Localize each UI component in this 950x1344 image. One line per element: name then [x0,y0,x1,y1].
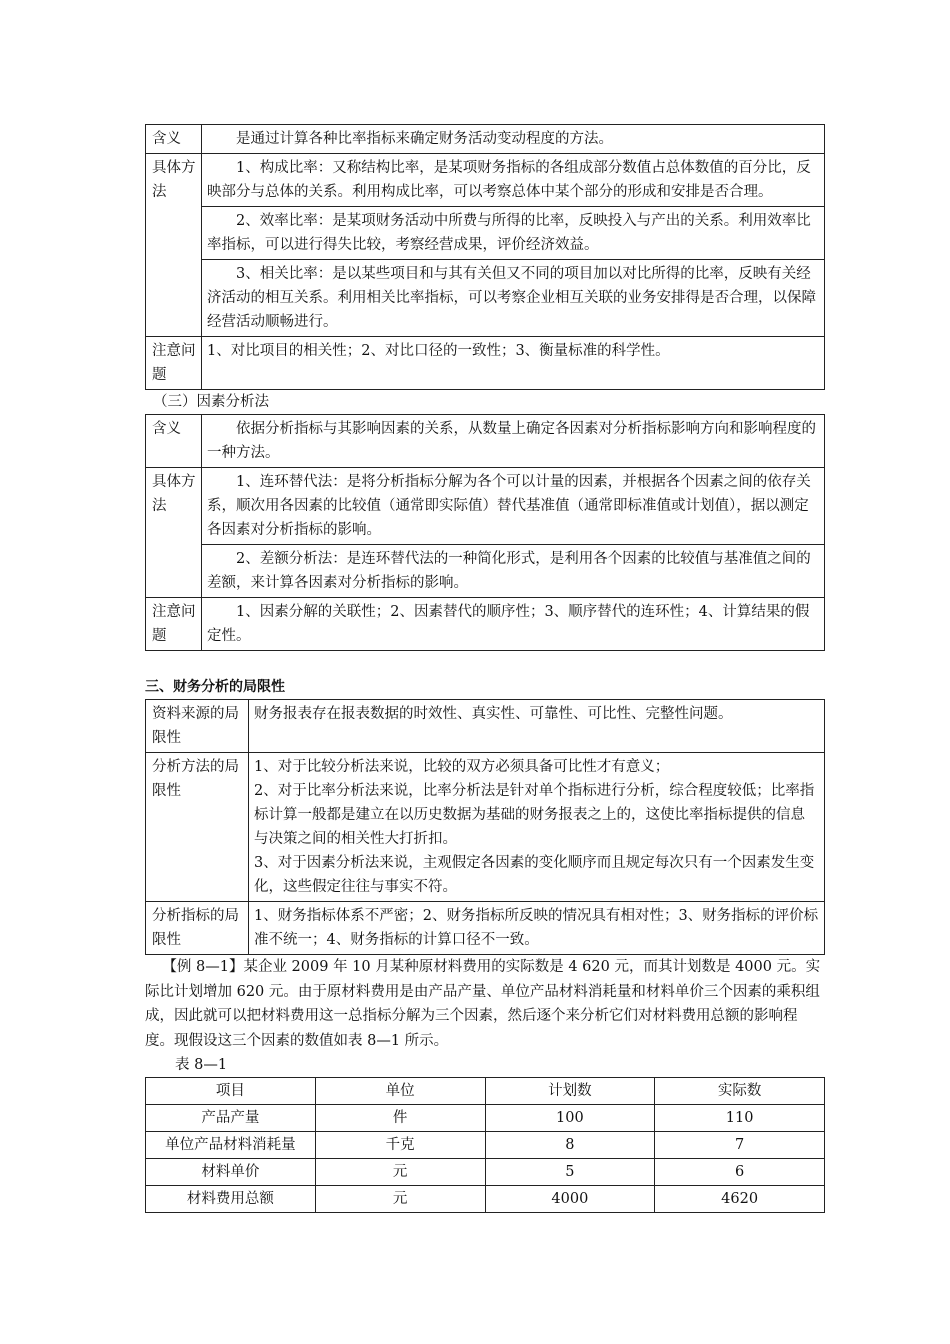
column-header: 单位 [315,1078,485,1105]
table-row [146,1159,825,1186]
table-row [146,207,825,260]
example-paragraph: 【例 8—1】某企业 2009 年 10 月某种原材料费用的实际数是 4 620 元，而其计划数是 4000 元。实际比计划增加 620 元。由于原材料费用是由产品产量、单位产品材料消耗量和材料单价三个因素的乘积组成，因此就可以把材料费用这一总指标分解为三个因素，然后逐个来分析它们对材料费用总额的影响程度。现假设这三个因素的数值如表 8—1 所示。 [145,959,821,1049]
table-row [146,1132,825,1159]
row-label: 含义 [146,415,202,468]
row-label: 含义 [146,125,202,154]
table-row [146,1105,825,1132]
row-content: 2、差额分析法：是连环替代法的一种简化形式，是利用各个因素的比较值与基准值之间的差额，来计算各因素对分析指标的影响。 [202,545,825,598]
row-label: 注意问题 [146,337,202,390]
table-cell: 产品产量 [146,1105,316,1132]
table-cell: 6 [655,1159,825,1186]
row-content: 1、对于比较分析法来说，比较的双方必须具备可比性才有意义； 2、对于比率分析法来说，比率分析法是针对单个指标进行分析，综合程度较低；比率指标计算一般都是建立在以历史数据为基础的财务报表之上的，这使比率指标提供的信息与决策之间的相关性大打折扣。 3、对于因素分析法来说，主观假定各因素的变化顺序而且规定每次只有一个因素发生变化，这些假定往往与事实不符。 [249,753,825,902]
table-row [146,125,825,154]
row-label: 具体方法 [146,154,202,337]
column-header: 项目 [146,1078,316,1105]
factor-analysis-table [145,414,825,651]
table-row [146,260,825,337]
row-content: 财务报表存在报表数据的时效性、真实性、可靠性、可比性、完整性问题。 [249,700,825,753]
table-cell: 件 [315,1105,485,1132]
limitations-table [145,699,825,955]
table-row [146,598,825,651]
table-caption: 表 8—1 [175,1057,228,1073]
column-header: 计划数 [485,1078,655,1105]
table-row [146,753,825,902]
table-row [146,468,825,545]
table-cell: 材料费用总额 [146,1186,316,1213]
table-cell: 110 [655,1105,825,1132]
ratio-analysis-table [145,124,825,390]
row-label: 分析方法的局限性 [146,753,249,902]
table-row [146,154,825,207]
document-page [145,124,825,1213]
row-content: 1、构成比率：又称结构比率，是某项财务指标的各组成部分数值占总体数值的百分比，反映部分与总体的关系。利用构成比率，可以考察总体中某个部分的形成和安排是否合理。 [202,154,825,207]
table-cell: 元 [315,1186,485,1213]
row-label: 具体方法 [146,468,202,598]
row-content: 是通过计算各种比率指标来确定财务活动变动程度的方法。 [202,125,825,154]
table-cell: 5 [485,1159,655,1186]
table-cell: 单位产品材料消耗量 [146,1132,316,1159]
row-label: 资料来源的局限性 [146,700,249,753]
row-content: 1、财务指标体系不严密；2、财务指标所反映的情况具有相对性；3、财务指标的评价标准不统一；4、财务指标的计算口径不一致。 [249,902,825,955]
table-row [146,902,825,955]
table-row [146,1186,825,1213]
section-heading: 三、财务分析的局限性 [145,679,285,695]
section-caption: （三）因素分析法 [153,394,269,410]
table-header-row [146,1078,825,1105]
table-cell: 千克 [315,1132,485,1159]
table-cell: 4620 [655,1186,825,1213]
table-row [146,700,825,753]
row-label: 分析指标的局限性 [146,902,249,955]
table-cell: 100 [485,1105,655,1132]
table-cell: 材料单价 [146,1159,316,1186]
row-content: 3、相关比率：是以某些项目和与其有关但又不同的项目加以对比所得的比率，反映有关经济活动的相互关系。利用相关比率指标，可以考察企业相互关联的业务安排得是否合理，以保障经营活动顺畅进行。 [202,260,825,337]
table-cell: 元 [315,1159,485,1186]
table-row [146,545,825,598]
table-cell: 8 [485,1132,655,1159]
row-content: 1、连环替代法：是将分析指标分解为各个可以计量的因素，并根据各个因素之间的依存关系，顺次用各因素的比较值（通常即实际值）替代基准值（通常即标准值或计划值），据以测定各因素对分析指标的影响。 [202,468,825,545]
row-content: 依据分析指标与其影响因素的关系，从数量上确定各因素对分析指标影响方向和影响程度的一种方法。 [202,415,825,468]
row-content: 1、因素分解的关联性；2、因素替代的顺序性；3、顺序替代的连环性；4、计算结果的假定性。 [202,598,825,651]
spacer [145,651,825,675]
column-header: 实际数 [655,1078,825,1105]
table-row [146,415,825,468]
table-8-1 [145,1077,825,1213]
table-cell: 7 [655,1132,825,1159]
table-row [146,337,825,390]
row-content: 1、对比项目的相关性；2、对比口径的一致性；3、衡量标准的科学性。 [202,337,825,390]
row-content: 2、效率比率：是某项财务活动中所费与所得的比率，反映投入与产出的关系。利用效率比率指标，可以进行得失比较，考察经营成果，评价经济效益。 [202,207,825,260]
row-label: 注意问题 [146,598,202,651]
table-cell: 4000 [485,1186,655,1213]
